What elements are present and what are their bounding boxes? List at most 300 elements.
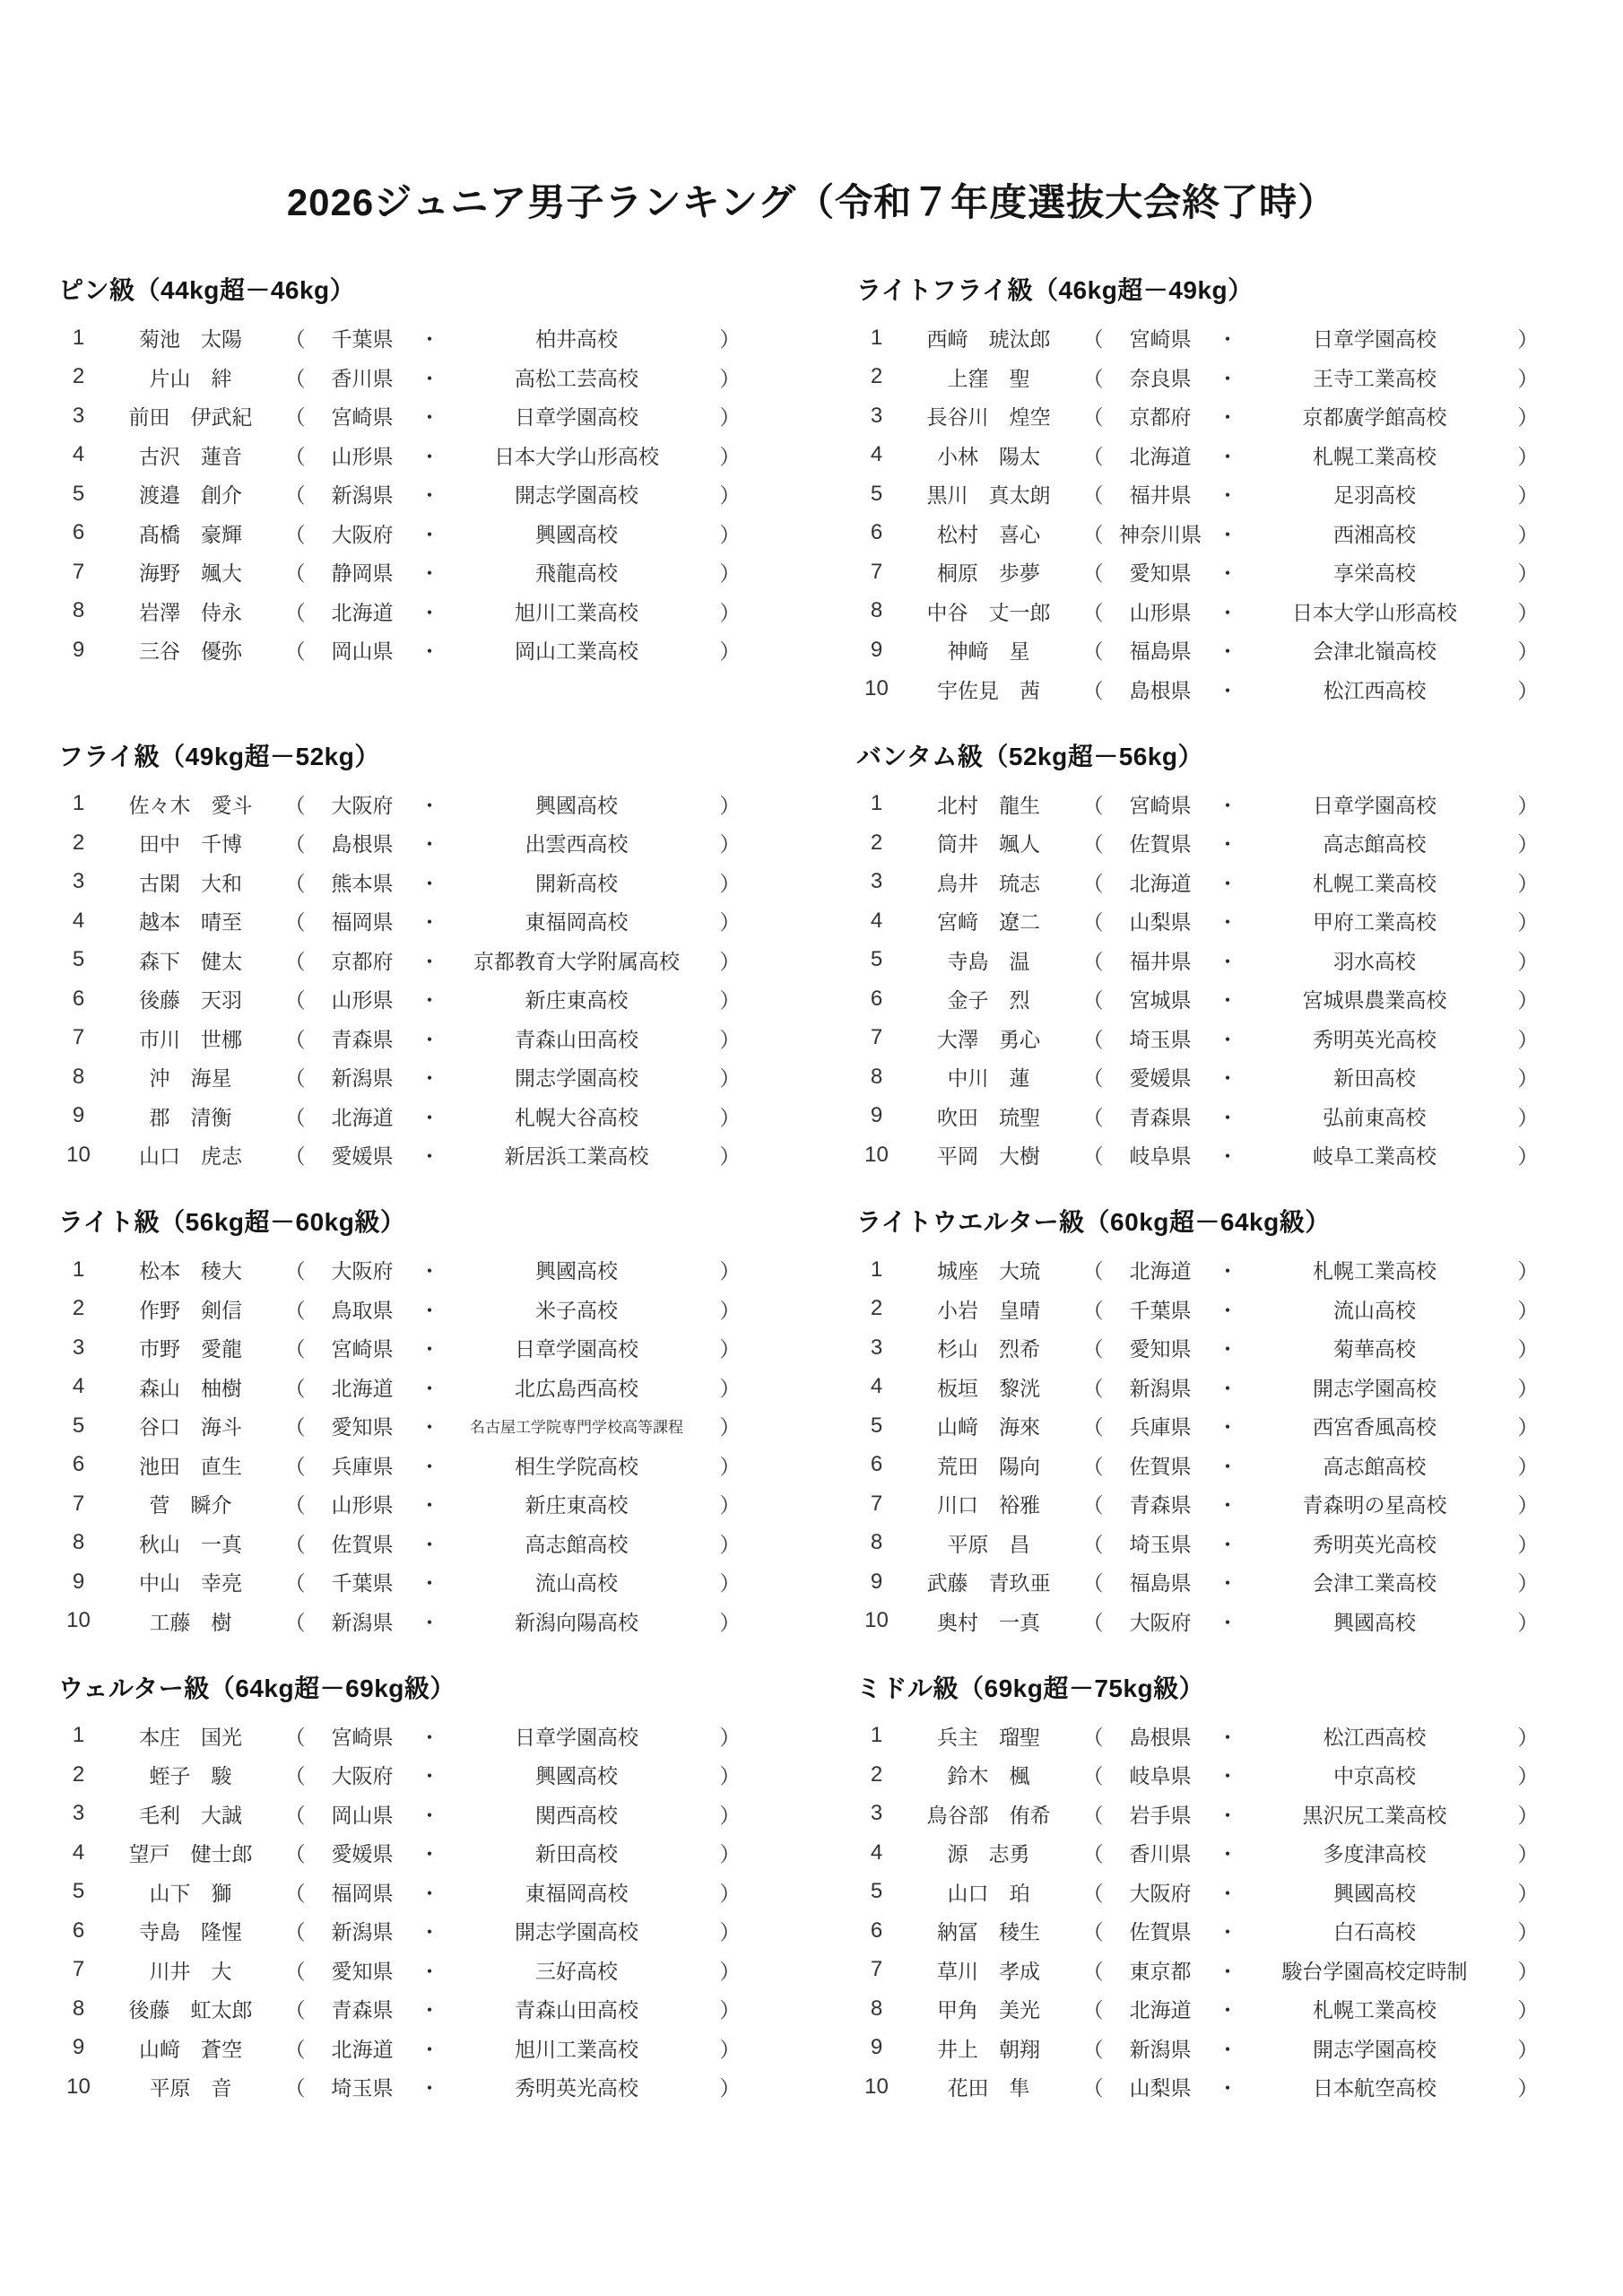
- school-name: 松江西高校: [1323, 1725, 1427, 1749]
- rank-number: 9: [870, 1103, 883, 1128]
- school-name: 新潟向陽高校: [515, 1610, 638, 1634]
- school-name: 青森山田高校: [515, 1027, 638, 1051]
- ranking-row: [58, 1135, 749, 1175]
- rank-number: 9: [870, 1569, 883, 1594]
- ranking-row: [58, 1717, 749, 1756]
- open-paren: （: [1082, 2076, 1104, 2100]
- athlete-name: 沖 海星: [149, 1066, 232, 1091]
- close-paren: ）: [719, 1376, 741, 1400]
- athlete-name: 平原 音: [149, 2076, 232, 2100]
- school-name: 札幌工業高校: [1313, 444, 1436, 468]
- ranking-row: [856, 1484, 1547, 1524]
- athlete-name: 小林 陽太: [937, 444, 1040, 468]
- prefecture-name: 鳥取県: [331, 1298, 394, 1322]
- weight-class-section: [856, 743, 1547, 1209]
- ranking-row: [58, 2029, 749, 2068]
- prefecture-name: 北海道: [1129, 444, 1192, 468]
- prefecture-name: 新潟県: [331, 1610, 394, 1634]
- school-name: 新田高校: [1333, 1066, 1416, 1091]
- ranking-row: [856, 1135, 1547, 1175]
- ranking-row: [856, 514, 1547, 553]
- open-paren: （: [284, 1803, 306, 1827]
- ranking-row: [58, 863, 749, 902]
- close-paren: ）: [1517, 871, 1539, 895]
- rank-number: 4: [870, 1839, 883, 1865]
- school-name: 三好高校: [535, 1959, 618, 1983]
- prefecture-name: 大阪府: [331, 1764, 394, 1788]
- school-name: 新居浜工業高校: [504, 1144, 649, 1169]
- ranking-row: [856, 318, 1547, 358]
- ranking-row: [856, 1250, 1547, 1290]
- athlete-name: 松本 稜大: [139, 1259, 242, 1283]
- close-paren: ）: [719, 1259, 741, 1283]
- school-name: 中京高校: [1333, 1764, 1416, 1788]
- open-paren: （: [1082, 444, 1104, 468]
- close-paren: ）: [1517, 1764, 1539, 1788]
- rank-number: 10: [66, 1142, 91, 1167]
- separator-dot-icon: ・: [419, 1337, 440, 1361]
- school-name: 相生学院高校: [515, 1454, 638, 1478]
- school-name: 甲府工業高校: [1313, 910, 1436, 935]
- athlete-name: 井上 朝翔: [937, 2037, 1040, 2061]
- open-paren: （: [1082, 1725, 1104, 1749]
- prefecture-name: 千葉県: [1129, 1298, 1192, 1322]
- ranking-row: [58, 514, 749, 553]
- ranking-row: [856, 1951, 1547, 1990]
- rank-number: 6: [870, 1452, 883, 1477]
- separator-dot-icon: ・: [419, 1532, 440, 1556]
- open-paren: （: [284, 1298, 306, 1322]
- prefecture-name: 宮崎県: [1129, 793, 1192, 817]
- prefecture-name: 佐賀県: [331, 1532, 394, 1556]
- close-paren: ）: [1517, 1998, 1539, 2022]
- athlete-name: 谷口 海斗: [139, 1415, 242, 1439]
- close-paren: ）: [1517, 639, 1539, 664]
- weight-class-range: （69kg超－75kg級）: [959, 1674, 1205, 1702]
- athlete-name: 岩澤 侍永: [139, 600, 242, 624]
- ranking-row: [856, 863, 1547, 902]
- rank-number: 2: [870, 364, 883, 389]
- athlete-name: 草川 孝成: [937, 1959, 1040, 1983]
- athlete-name: 三谷 優弥: [139, 639, 242, 664]
- rank-number: 2: [72, 1296, 85, 1321]
- rank-number: 2: [72, 364, 85, 389]
- separator-dot-icon: ・: [1217, 1725, 1238, 1749]
- rank-number: 8: [870, 598, 883, 623]
- athlete-name: 作野 剣信: [139, 1298, 242, 1322]
- ranking-row: [856, 1717, 1547, 1756]
- rank-number: 6: [72, 520, 85, 545]
- separator-dot-icon: ・: [1217, 483, 1238, 508]
- close-paren: ）: [719, 327, 741, 352]
- close-paren: ）: [1517, 1571, 1539, 1596]
- athlete-name: 鈴木 楓: [947, 1764, 1030, 1788]
- open-paren: （: [1082, 1259, 1104, 1283]
- open-paren: （: [284, 2076, 306, 2100]
- close-paren: ）: [1517, 1027, 1539, 1051]
- rank-number: 2: [870, 830, 883, 855]
- close-paren: ）: [719, 871, 741, 895]
- rank-number: 5: [72, 1879, 85, 1904]
- school-name: 日章学園高校: [1313, 793, 1436, 817]
- prefecture-name: 兵庫県: [1129, 1415, 1192, 1439]
- athlete-name: 兵主 瑠聖: [937, 1725, 1040, 1749]
- close-paren: ）: [719, 988, 741, 1013]
- rank-number: 7: [72, 1957, 85, 1982]
- open-paren: （: [284, 949, 306, 973]
- prefecture-name: 愛媛県: [1129, 1066, 1192, 1091]
- separator-dot-icon: ・: [1217, 1105, 1238, 1129]
- rank-number: 1: [72, 791, 85, 816]
- prefecture-name: 岩手県: [1129, 1803, 1192, 1827]
- athlete-name: 城座 大琉: [937, 1259, 1040, 1283]
- weight-class-section: [856, 1208, 1547, 1674]
- rank-number: 4: [870, 908, 883, 933]
- athlete-name: 武藤 青玖亜: [926, 1571, 1051, 1596]
- school-name: 青森明の星高校: [1302, 1493, 1447, 1518]
- school-name: 多度津高校: [1323, 1842, 1427, 1866]
- prefecture-name: 佐賀県: [1129, 1920, 1192, 1944]
- rank-number: 10: [864, 1142, 889, 1167]
- ranking-row: [58, 474, 749, 514]
- athlete-name: 平岡 大樹: [937, 1144, 1040, 1169]
- school-name: 開志学園高校: [515, 1066, 638, 1091]
- rank-number: 7: [870, 559, 883, 584]
- close-paren: ）: [1517, 910, 1539, 935]
- right-column: [856, 276, 1547, 2140]
- separator-dot-icon: ・: [419, 405, 440, 430]
- school-name: 東福岡高校: [525, 1881, 629, 1905]
- school-name: 北広島西高校: [515, 1376, 638, 1400]
- prefecture-name: 岡山県: [331, 639, 394, 664]
- separator-dot-icon: ・: [1217, 832, 1238, 857]
- ranking-row: [58, 979, 749, 1019]
- separator-dot-icon: ・: [419, 639, 440, 664]
- school-name: 旭川工業高校: [515, 2037, 638, 2061]
- close-paren: ）: [1517, 522, 1539, 546]
- school-name: 柏井高校: [535, 327, 618, 352]
- school-name: 享栄高校: [1333, 561, 1416, 586]
- athlete-name: 花田 隼: [947, 2076, 1030, 2100]
- ranking-row: [58, 1290, 749, 1329]
- rank-number: 2: [870, 1296, 883, 1321]
- school-name: 日本航空高校: [1313, 2076, 1436, 2100]
- close-paren: ）: [719, 1881, 741, 1905]
- athlete-name: 寺島 温: [947, 949, 1030, 973]
- separator-dot-icon: ・: [419, 1803, 440, 1827]
- weight-class-header: [58, 1208, 749, 1250]
- open-paren: （: [284, 1105, 306, 1129]
- close-paren: ）: [719, 1803, 741, 1827]
- athlete-name: 中山 幸亮: [139, 1571, 242, 1596]
- separator-dot-icon: ・: [1217, 1066, 1238, 1091]
- ranking-row: [58, 1328, 749, 1368]
- school-name: 飛龍高校: [535, 561, 618, 586]
- rank-number: 3: [870, 869, 883, 894]
- school-name: 宮城県農業高校: [1302, 988, 1447, 1013]
- open-paren: （: [1082, 1337, 1104, 1361]
- separator-dot-icon: ・: [1217, 1764, 1238, 1788]
- open-paren: （: [1082, 1144, 1104, 1169]
- ranking-row: [856, 941, 1547, 980]
- school-name: 開志学園高校: [1313, 2037, 1436, 2061]
- weight-class-header: [856, 276, 1547, 318]
- separator-dot-icon: ・: [1217, 1610, 1238, 1634]
- athlete-name: 杉山 烈希: [937, 1337, 1040, 1361]
- ranking-row: [856, 1755, 1547, 1795]
- prefecture-name: 大阪府: [331, 522, 394, 546]
- athlete-name: 中谷 丈一郎: [926, 600, 1051, 624]
- separator-dot-icon: ・: [1217, 327, 1238, 352]
- prefecture-name: 北海道: [331, 2037, 394, 2061]
- ranking-row: [856, 785, 1547, 824]
- prefecture-name: 京都府: [331, 949, 394, 973]
- prefecture-name: 新潟県: [331, 1920, 394, 1944]
- separator-dot-icon: ・: [1217, 1998, 1238, 2022]
- close-paren: ）: [1517, 1144, 1539, 1169]
- open-paren: （: [1082, 871, 1104, 895]
- rank-number: 6: [870, 986, 883, 1011]
- separator-dot-icon: ・: [419, 1415, 440, 1439]
- open-paren: （: [1082, 1959, 1104, 1983]
- separator-dot-icon: ・: [1217, 1454, 1238, 1478]
- ranking-row: [58, 358, 749, 397]
- separator-dot-icon: ・: [419, 1066, 440, 1091]
- separator-dot-icon: ・: [419, 2076, 440, 2100]
- weight-class-section: [58, 743, 749, 1209]
- separator-dot-icon: ・: [419, 522, 440, 546]
- close-paren: ）: [1517, 1454, 1539, 1478]
- separator-dot-icon: ・: [1217, 1144, 1238, 1169]
- prefecture-name: 宮崎県: [331, 1725, 394, 1749]
- ranking-row: [856, 979, 1547, 1019]
- open-paren: （: [284, 1415, 306, 1439]
- athlete-name: 古閑 大和: [139, 871, 242, 895]
- separator-dot-icon: ・: [419, 832, 440, 857]
- close-paren: ）: [719, 2037, 741, 2061]
- open-paren: （: [284, 1571, 306, 1596]
- ranking-row: [856, 1097, 1547, 1136]
- open-paren: （: [284, 483, 306, 508]
- close-paren: ）: [1517, 366, 1539, 390]
- close-paren: ）: [1517, 793, 1539, 817]
- school-name: 高志館高校: [525, 1532, 629, 1556]
- prefecture-name: 青森県: [331, 1027, 394, 1051]
- prefecture-name: 北海道: [1129, 871, 1192, 895]
- school-name: 開志学園高校: [515, 1920, 638, 1944]
- prefecture-name: 新潟県: [331, 483, 394, 508]
- ranking-row: [58, 631, 749, 670]
- separator-dot-icon: ・: [419, 949, 440, 973]
- close-paren: ）: [1517, 678, 1539, 702]
- close-paren: ）: [1517, 1920, 1539, 1944]
- athlete-name: 髙橋 豪輝: [139, 522, 242, 546]
- close-paren: ）: [1517, 2076, 1539, 2100]
- rank-number: 2: [870, 1761, 883, 1787]
- school-name: 高松工芸高校: [515, 366, 638, 390]
- school-name: 松江西高校: [1323, 678, 1427, 702]
- athlete-name: 平原 昌: [947, 1532, 1030, 1556]
- athlete-name: 荒田 陽向: [937, 1454, 1040, 1478]
- close-paren: ）: [719, 1337, 741, 1361]
- prefecture-name: 東京都: [1129, 1959, 1192, 1983]
- school-name: 岐阜工業高校: [1313, 1144, 1436, 1169]
- athlete-name: 納冨 稜生: [937, 1920, 1040, 1944]
- athlete-name: 寺島 隆惺: [139, 1920, 242, 1944]
- rank-number: 10: [864, 676, 889, 701]
- close-paren: ）: [1517, 561, 1539, 586]
- close-paren: ）: [719, 1454, 741, 1478]
- separator-dot-icon: ・: [1217, 522, 1238, 546]
- prefecture-name: 岡山県: [331, 1803, 394, 1827]
- school-name: 会津工業高校: [1313, 1571, 1436, 1596]
- ranking-row: [856, 2067, 1547, 2107]
- ranking-row: [856, 1562, 1547, 1602]
- prefecture-name: 山梨県: [1129, 2076, 1192, 2100]
- open-paren: （: [1082, 327, 1104, 352]
- weight-class-label: ウェルター級: [58, 1674, 210, 1702]
- open-paren: （: [284, 1027, 306, 1051]
- separator-dot-icon: ・: [419, 1376, 440, 1400]
- school-name: 開志学園高校: [1313, 1376, 1436, 1400]
- prefecture-name: 奈良県: [1129, 366, 1192, 390]
- close-paren: ）: [1517, 832, 1539, 857]
- separator-dot-icon: ・: [1217, 1259, 1238, 1283]
- open-paren: （: [284, 1493, 306, 1518]
- weight-class-label: ライトフライ級: [856, 276, 1033, 304]
- school-name: 開志学園高校: [515, 483, 638, 508]
- ranking-row: [58, 1911, 749, 1951]
- athlete-name: 山﨑 蒼空: [139, 2037, 242, 2061]
- ranking-row: [58, 1989, 749, 2029]
- close-paren: ）: [719, 1298, 741, 1322]
- close-paren: ）: [1517, 1493, 1539, 1518]
- school-name: 日本大学山形高校: [494, 444, 659, 468]
- athlete-name: 板垣 黎洸: [937, 1376, 1040, 1400]
- school-name: 札幌工業高校: [1313, 1259, 1436, 1283]
- athlete-name: 後藤 虹太郎: [128, 1998, 253, 2022]
- separator-dot-icon: ・: [1217, 988, 1238, 1013]
- close-paren: ）: [719, 1027, 741, 1051]
- open-paren: （: [1082, 793, 1104, 817]
- athlete-name: 川井 大: [149, 1959, 232, 1983]
- weight-class-section: [58, 1674, 749, 2141]
- athlete-name: 神﨑 星: [947, 639, 1030, 664]
- athlete-name: 宮﨑 遼二: [937, 910, 1040, 935]
- rank-number: 9: [870, 637, 883, 662]
- close-paren: ）: [719, 1959, 741, 1983]
- separator-dot-icon: ・: [419, 1298, 440, 1322]
- close-paren: ）: [719, 910, 741, 935]
- prefecture-name: 大阪府: [1129, 1881, 1192, 1905]
- open-paren: （: [284, 522, 306, 546]
- open-paren: （: [284, 1610, 306, 1634]
- athlete-name: 工藤 樹: [149, 1610, 232, 1634]
- rank-number: 7: [870, 1025, 883, 1050]
- open-paren: （: [284, 1920, 306, 1944]
- ranking-row: [58, 1795, 749, 1834]
- prefecture-name: 佐賀県: [1129, 1454, 1192, 1478]
- rank-number: 8: [72, 598, 85, 623]
- open-paren: （: [284, 1066, 306, 1091]
- open-paren: （: [284, 871, 306, 895]
- prefecture-name: 埼玉県: [1129, 1027, 1192, 1051]
- close-paren: ）: [1517, 600, 1539, 624]
- prefecture-name: 山梨県: [1129, 910, 1192, 935]
- prefecture-name: 北海道: [1129, 1998, 1192, 2022]
- close-paren: ）: [1517, 1610, 1539, 1634]
- ranking-row: [856, 1368, 1547, 1407]
- athlete-name: 上窪 聖: [947, 366, 1030, 390]
- separator-dot-icon: ・: [1217, 1571, 1238, 1596]
- athlete-name: 鳥谷部 侑希: [926, 1803, 1051, 1827]
- close-paren: ）: [1517, 444, 1539, 468]
- prefecture-name: 山形県: [331, 988, 394, 1013]
- open-paren: （: [1082, 1610, 1104, 1634]
- athlete-name: 望戸 健士郎: [128, 1842, 253, 1866]
- athlete-name: 田中 千博: [139, 832, 242, 857]
- rank-number: 8: [72, 1996, 85, 2021]
- rank-number: 2: [72, 830, 85, 855]
- ranking-row: [856, 1057, 1547, 1097]
- athlete-name: 秋山 一真: [139, 1532, 242, 1556]
- rank-number: 10: [864, 2074, 889, 2099]
- rank-number: 5: [72, 1413, 85, 1438]
- separator-dot-icon: ・: [419, 793, 440, 817]
- left-column: [58, 276, 749, 2140]
- athlete-name: 黒川 真太朗: [926, 483, 1051, 508]
- ranking-row: [856, 592, 1547, 631]
- separator-dot-icon: ・: [1217, 561, 1238, 586]
- school-name: 高志館高校: [1323, 832, 1427, 857]
- weight-class-range: （64kg超－69kg級）: [209, 1674, 456, 1702]
- separator-dot-icon: ・: [1217, 1881, 1238, 1905]
- prefecture-name: 香川県: [331, 366, 394, 390]
- open-paren: （: [1082, 1298, 1104, 1322]
- rank-number: 9: [72, 637, 85, 662]
- prefecture-name: 岐阜県: [1129, 1764, 1192, 1788]
- weight-class-section: [856, 276, 1547, 743]
- prefecture-name: 北海道: [331, 600, 394, 624]
- close-paren: ）: [719, 1571, 741, 1596]
- open-paren: （: [1082, 561, 1104, 586]
- close-paren: ）: [1517, 327, 1539, 352]
- prefecture-name: 青森県: [331, 1998, 394, 2022]
- rank-number: 1: [870, 1257, 883, 1282]
- separator-dot-icon: ・: [419, 327, 440, 352]
- close-paren: ）: [1517, 1259, 1539, 1283]
- ranking-row: [856, 1019, 1547, 1058]
- rank-number: 5: [72, 947, 85, 972]
- open-paren: （: [1082, 1571, 1104, 1596]
- prefecture-name: 青森県: [1129, 1493, 1192, 1518]
- prefecture-name: 福岡県: [331, 910, 394, 935]
- rank-number: 4: [72, 1839, 85, 1865]
- ranking-row: [856, 1446, 1547, 1485]
- school-name: 札幌工業高校: [1313, 871, 1436, 895]
- rank-number: 6: [870, 1918, 883, 1943]
- separator-dot-icon: ・: [1217, 1027, 1238, 1051]
- separator-dot-icon: ・: [1217, 600, 1238, 624]
- rank-number: 10: [66, 2074, 91, 2099]
- separator-dot-icon: ・: [1217, 1532, 1238, 1556]
- prefecture-name: 京都府: [1129, 405, 1192, 430]
- school-name: 白石高校: [1333, 1920, 1416, 1944]
- separator-dot-icon: ・: [1217, 2076, 1238, 2100]
- close-paren: ）: [719, 444, 741, 468]
- ranking-row: [58, 2067, 749, 2107]
- ranking-row: [58, 901, 749, 941]
